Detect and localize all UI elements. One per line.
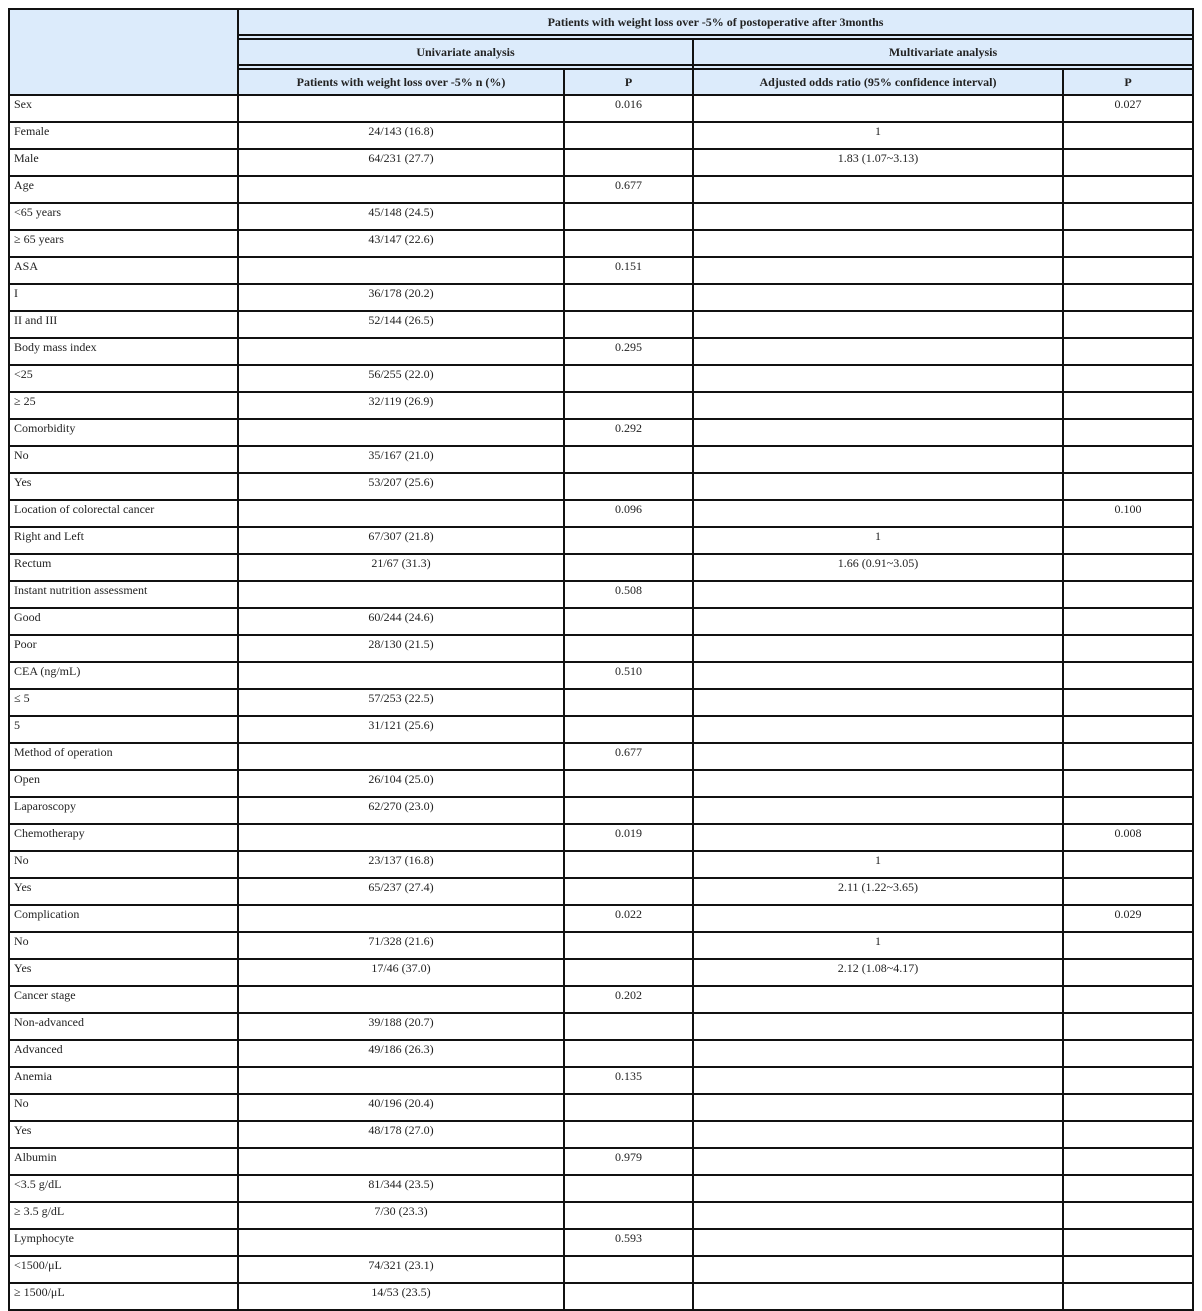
odds-ratio-cell — [694, 582, 1064, 609]
patients-cell: 53/207 (25.6) — [239, 474, 565, 501]
patients-cell: 57/253 (22.5) — [239, 690, 565, 717]
odds-ratio-cell: 1.66 (0.91~3.05) — [694, 555, 1064, 582]
adjusted-p-cell — [1064, 1257, 1194, 1284]
odds-ratio-cell — [694, 609, 1064, 636]
p-value-cell: 0.292 — [565, 420, 694, 447]
odds-ratio-cell — [694, 447, 1064, 474]
p-value-cell: 0.677 — [565, 177, 694, 204]
p-value-cell: 0.096 — [565, 501, 694, 528]
row-label: Instant nutrition assessment — [10, 582, 239, 609]
row-label: Laparoscopy — [10, 798, 239, 825]
row-label: ≥ 1500/μL — [10, 1284, 239, 1311]
p-value-cell: 0.295 — [565, 339, 694, 366]
p-value-cell — [565, 1122, 694, 1149]
odds-ratio-cell — [694, 906, 1064, 933]
p-value-cell — [565, 150, 694, 177]
adjusted-p-cell — [1064, 933, 1194, 960]
table-row — [10, 1095, 1194, 1122]
adjusted-p-cell — [1064, 1176, 1194, 1203]
p-value-cell — [565, 636, 694, 663]
odds-ratio-cell — [694, 393, 1064, 420]
odds-ratio-cell: 2.12 (1.08~4.17) — [694, 960, 1064, 987]
patients-cell: 60/244 (24.6) — [239, 609, 565, 636]
adjusted-p-cell — [1064, 1095, 1194, 1122]
table-row — [10, 366, 1194, 393]
row-label: <1500/μL — [10, 1257, 239, 1284]
odds-ratio-cell — [694, 771, 1064, 798]
adjusted-p-cell — [1064, 1068, 1194, 1095]
p-value-cell — [565, 771, 694, 798]
col-header-patients: Patients with weight loss over -5% n (%) — [239, 70, 565, 96]
table-row — [10, 231, 1194, 258]
p-value-cell — [565, 717, 694, 744]
odds-ratio-cell: 1.83 (1.07~3.13) — [694, 150, 1064, 177]
p-value-cell — [565, 1284, 694, 1311]
adjusted-p-cell — [1064, 420, 1194, 447]
adjusted-p-cell — [1064, 204, 1194, 231]
odds-ratio-cell — [694, 474, 1064, 501]
adjusted-p-cell: 0.008 — [1064, 825, 1194, 852]
row-label: Complication — [10, 906, 239, 933]
table-row — [10, 933, 1194, 960]
adjusted-p-cell — [1064, 987, 1194, 1014]
patients-cell — [239, 582, 565, 609]
header-corner-cell — [10, 10, 239, 96]
p-value-cell: 0.019 — [565, 825, 694, 852]
p-value-cell — [565, 447, 694, 474]
patients-cell: 65/237 (27.4) — [239, 879, 565, 906]
adjusted-p-cell — [1064, 285, 1194, 312]
p-value-cell — [565, 933, 694, 960]
row-label: II and III — [10, 312, 239, 339]
adjusted-p-cell — [1064, 1284, 1194, 1311]
odds-ratio-cell — [694, 1176, 1064, 1203]
patients-cell: 7/30 (23.3) — [239, 1203, 565, 1230]
table-body — [10, 96, 1194, 1311]
p-value-cell: 0.677 — [565, 744, 694, 771]
p-value-cell: 0.016 — [565, 96, 694, 123]
adjusted-p-cell — [1064, 528, 1194, 555]
results-table-container — [8, 8, 1194, 1311]
row-label: <25 — [10, 366, 239, 393]
adjusted-p-cell — [1064, 366, 1194, 393]
p-value-cell — [565, 366, 694, 393]
odds-ratio-cell — [694, 663, 1064, 690]
patients-cell: 39/188 (20.7) — [239, 1014, 565, 1041]
table-row — [10, 474, 1194, 501]
p-value-cell — [565, 1203, 694, 1230]
odds-ratio-cell — [694, 1095, 1064, 1122]
multivariate-header: Multivariate analysis — [694, 40, 1194, 66]
adjusted-p-cell — [1064, 1122, 1194, 1149]
patients-cell: 36/178 (20.2) — [239, 285, 565, 312]
row-label: CEA (ng/mL) — [10, 663, 239, 690]
table-row — [10, 1230, 1194, 1257]
odds-ratio-cell — [694, 204, 1064, 231]
table-row — [10, 96, 1194, 123]
table-row — [10, 582, 1194, 609]
patients-cell — [239, 744, 565, 771]
patients-cell: 23/137 (16.8) — [239, 852, 565, 879]
table-row — [10, 285, 1194, 312]
row-label: Age — [10, 177, 239, 204]
patients-cell — [239, 501, 565, 528]
p-value-cell — [565, 1176, 694, 1203]
row-label: ≥ 3.5 g/dL — [10, 1203, 239, 1230]
table-row — [10, 258, 1194, 285]
odds-ratio-cell — [694, 285, 1064, 312]
row-label: Poor — [10, 636, 239, 663]
table-row — [10, 528, 1194, 555]
patients-cell — [239, 1068, 565, 1095]
p-value-cell — [565, 123, 694, 150]
odds-ratio-cell — [694, 312, 1064, 339]
patients-cell — [239, 1230, 565, 1257]
row-label: Rectum — [10, 555, 239, 582]
odds-ratio-cell — [694, 1041, 1064, 1068]
table-row — [10, 690, 1194, 717]
patients-cell: 17/46 (37.0) — [239, 960, 565, 987]
patients-cell: 26/104 (25.0) — [239, 771, 565, 798]
table-row — [10, 501, 1194, 528]
table-row — [10, 150, 1194, 177]
adjusted-p-cell — [1064, 555, 1194, 582]
odds-ratio-cell — [694, 987, 1064, 1014]
patients-cell — [239, 420, 565, 447]
odds-ratio-cell — [694, 366, 1064, 393]
table-row — [10, 960, 1194, 987]
patients-cell: 28/130 (21.5) — [239, 636, 565, 663]
p-value-cell: 0.151 — [565, 258, 694, 285]
odds-ratio-cell — [694, 1203, 1064, 1230]
adjusted-p-cell — [1064, 771, 1194, 798]
adjusted-p-cell — [1064, 447, 1194, 474]
odds-ratio-cell — [694, 1284, 1064, 1311]
row-label: Chemotherapy — [10, 825, 239, 852]
row-label: No — [10, 933, 239, 960]
table-row — [10, 771, 1194, 798]
p-value-cell: 0.022 — [565, 906, 694, 933]
p-value-cell — [565, 609, 694, 636]
adjusted-p-cell — [1064, 474, 1194, 501]
table-row — [10, 177, 1194, 204]
odds-ratio-cell — [694, 1122, 1064, 1149]
p-value-cell — [565, 285, 694, 312]
table-row — [10, 879, 1194, 906]
row-label: Comorbidity — [10, 420, 239, 447]
patients-cell: 32/119 (26.9) — [239, 393, 565, 420]
table-row — [10, 1014, 1194, 1041]
table-row — [10, 717, 1194, 744]
patients-cell: 21/67 (31.3) — [239, 555, 565, 582]
table-row — [10, 1203, 1194, 1230]
row-label: Yes — [10, 960, 239, 987]
results-table — [8, 8, 1194, 1311]
table-row — [10, 123, 1194, 150]
adjusted-p-cell — [1064, 960, 1194, 987]
row-label: I — [10, 285, 239, 312]
p-value-cell: 0.979 — [565, 1149, 694, 1176]
adjusted-p-cell — [1064, 879, 1194, 906]
row-label: No — [10, 447, 239, 474]
table-row — [10, 339, 1194, 366]
adjusted-p-cell — [1064, 609, 1194, 636]
p-value-cell — [565, 204, 694, 231]
row-label: Anemia — [10, 1068, 239, 1095]
odds-ratio-cell — [694, 717, 1064, 744]
table-row — [10, 1284, 1194, 1311]
patients-cell — [239, 906, 565, 933]
row-label: Open — [10, 771, 239, 798]
patients-cell — [239, 96, 565, 123]
odds-ratio-cell: 1 — [694, 528, 1064, 555]
row-label: ≥ 25 — [10, 393, 239, 420]
adjusted-p-cell: 0.029 — [1064, 906, 1194, 933]
p-value-cell — [565, 474, 694, 501]
p-value-cell — [565, 1041, 694, 1068]
row-label: Advanced — [10, 1041, 239, 1068]
adjusted-p-cell — [1064, 717, 1194, 744]
row-label: Method of operation — [10, 744, 239, 771]
odds-ratio-cell — [694, 177, 1064, 204]
row-label: Female — [10, 123, 239, 150]
adjusted-p-cell — [1064, 1203, 1194, 1230]
col-header-odds-ratio: Adjusted odds ratio (95% confidence interval) — [694, 70, 1064, 96]
adjusted-p-cell — [1064, 177, 1194, 204]
row-label: Sex — [10, 96, 239, 123]
odds-ratio-cell — [694, 744, 1064, 771]
p-value-cell: 0.135 — [565, 1068, 694, 1095]
patients-cell: 31/121 (25.6) — [239, 717, 565, 744]
p-value-cell — [565, 231, 694, 258]
odds-ratio-cell — [694, 501, 1064, 528]
odds-ratio-cell — [694, 636, 1064, 663]
odds-ratio-cell — [694, 798, 1064, 825]
row-label: No — [10, 1095, 239, 1122]
row-label: ASA — [10, 258, 239, 285]
adjusted-p-cell: 0.027 — [1064, 96, 1194, 123]
patients-cell: 71/328 (21.6) — [239, 933, 565, 960]
odds-ratio-cell — [694, 1230, 1064, 1257]
p-value-cell — [565, 1095, 694, 1122]
row-label: ≤ 5 — [10, 690, 239, 717]
table-row — [10, 609, 1194, 636]
table-row — [10, 1257, 1194, 1284]
row-label: Non-advanced — [10, 1014, 239, 1041]
univariate-header: Univariate analysis — [239, 40, 694, 66]
adjusted-p-cell — [1064, 231, 1194, 258]
patients-cell — [239, 663, 565, 690]
table-row — [10, 555, 1194, 582]
adjusted-p-cell — [1064, 1014, 1194, 1041]
patients-cell: 43/147 (22.6) — [239, 231, 565, 258]
main-title-header: Patients with weight loss over -5% of postoperative after 3months — [239, 10, 1194, 36]
odds-ratio-cell: 1 — [694, 933, 1064, 960]
patients-cell: 40/196 (20.4) — [239, 1095, 565, 1122]
patients-cell — [239, 177, 565, 204]
table-row — [10, 744, 1194, 771]
odds-ratio-cell — [694, 96, 1064, 123]
row-label: Lymphocyte — [10, 1230, 239, 1257]
row-label: Right and Left — [10, 528, 239, 555]
patients-cell: 56/255 (22.0) — [239, 366, 565, 393]
odds-ratio-cell — [694, 690, 1064, 717]
table-row — [10, 798, 1194, 825]
odds-ratio-cell: 2.11 (1.22~3.65) — [694, 879, 1064, 906]
patients-cell: 48/178 (27.0) — [239, 1122, 565, 1149]
row-label: Male — [10, 150, 239, 177]
table-row — [10, 393, 1194, 420]
col-header-p-univariate: P — [565, 70, 694, 96]
table-row — [10, 420, 1194, 447]
patients-cell — [239, 258, 565, 285]
table-row — [10, 1041, 1194, 1068]
table-row — [10, 204, 1194, 231]
p-value-cell — [565, 1257, 694, 1284]
odds-ratio-cell — [694, 1149, 1064, 1176]
adjusted-p-cell — [1064, 339, 1194, 366]
patients-cell: 52/144 (26.5) — [239, 312, 565, 339]
table-row — [10, 1149, 1194, 1176]
adjusted-p-cell — [1064, 258, 1194, 285]
odds-ratio-cell — [694, 825, 1064, 852]
odds-ratio-cell — [694, 339, 1064, 366]
table-row — [10, 1122, 1194, 1149]
row-label: Cancer stage — [10, 987, 239, 1014]
patients-cell: 62/270 (23.0) — [239, 798, 565, 825]
patients-cell — [239, 825, 565, 852]
adjusted-p-cell — [1064, 690, 1194, 717]
p-value-cell — [565, 852, 694, 879]
row-label: No — [10, 852, 239, 879]
p-value-cell: 0.593 — [565, 1230, 694, 1257]
table-row — [10, 987, 1194, 1014]
row-label: Body mass index — [10, 339, 239, 366]
adjusted-p-cell — [1064, 1041, 1194, 1068]
table-row — [10, 825, 1194, 852]
p-value-cell — [565, 960, 694, 987]
adjusted-p-cell — [1064, 312, 1194, 339]
table-row — [10, 636, 1194, 663]
adjusted-p-cell — [1064, 150, 1194, 177]
adjusted-p-cell — [1064, 636, 1194, 663]
row-label: Good — [10, 609, 239, 636]
adjusted-p-cell: 0.100 — [1064, 501, 1194, 528]
adjusted-p-cell — [1064, 852, 1194, 879]
table-row — [10, 1176, 1194, 1203]
row-label: <3.5 g/dL — [10, 1176, 239, 1203]
patients-cell — [239, 1149, 565, 1176]
patients-cell: 81/344 (23.5) — [239, 1176, 565, 1203]
patients-cell: 45/148 (24.5) — [239, 204, 565, 231]
adjusted-p-cell — [1064, 1149, 1194, 1176]
p-value-cell: 0.202 — [565, 987, 694, 1014]
odds-ratio-cell — [694, 1014, 1064, 1041]
patients-cell: 74/321 (23.1) — [239, 1257, 565, 1284]
patients-cell: 35/167 (21.0) — [239, 447, 565, 474]
patients-cell: 67/307 (21.8) — [239, 528, 565, 555]
row-label: Albumin — [10, 1149, 239, 1176]
odds-ratio-cell: 1 — [694, 123, 1064, 150]
table-row — [10, 312, 1194, 339]
p-value-cell — [565, 879, 694, 906]
odds-ratio-cell — [694, 258, 1064, 285]
table-row — [10, 852, 1194, 879]
table-header — [10, 10, 1194, 96]
p-value-cell — [565, 312, 694, 339]
row-label: Location of colorectal cancer — [10, 501, 239, 528]
table-row — [10, 1068, 1194, 1095]
col-header-p-multivariate: P — [1064, 70, 1194, 96]
p-value-cell — [565, 393, 694, 420]
p-value-cell — [565, 690, 694, 717]
adjusted-p-cell — [1064, 582, 1194, 609]
row-label: ≥ 65 years — [10, 231, 239, 258]
patients-cell: 24/143 (16.8) — [239, 123, 565, 150]
row-label: Yes — [10, 1122, 239, 1149]
table-row — [10, 663, 1194, 690]
odds-ratio-cell — [694, 231, 1064, 258]
odds-ratio-cell — [694, 1257, 1064, 1284]
p-value-cell — [565, 555, 694, 582]
row-label: Yes — [10, 474, 239, 501]
p-value-cell: 0.508 — [565, 582, 694, 609]
odds-ratio-cell — [694, 1068, 1064, 1095]
patients-cell — [239, 987, 565, 1014]
patients-cell: 64/231 (27.7) — [239, 150, 565, 177]
odds-ratio-cell — [694, 420, 1064, 447]
patients-cell — [239, 339, 565, 366]
adjusted-p-cell — [1064, 393, 1194, 420]
adjusted-p-cell — [1064, 663, 1194, 690]
table-row — [10, 447, 1194, 474]
odds-ratio-cell: 1 — [694, 852, 1064, 879]
adjusted-p-cell — [1064, 744, 1194, 771]
row-label: 5 — [10, 717, 239, 744]
patients-cell: 49/186 (26.3) — [239, 1041, 565, 1068]
p-value-cell — [565, 1014, 694, 1041]
adjusted-p-cell — [1064, 798, 1194, 825]
row-label: <65 years — [10, 204, 239, 231]
p-value-cell — [565, 798, 694, 825]
table-row — [10, 906, 1194, 933]
row-label: Yes — [10, 879, 239, 906]
p-value-cell: 0.510 — [565, 663, 694, 690]
patients-cell: 14/53 (23.5) — [239, 1284, 565, 1311]
p-value-cell — [565, 528, 694, 555]
adjusted-p-cell — [1064, 1230, 1194, 1257]
adjusted-p-cell — [1064, 123, 1194, 150]
